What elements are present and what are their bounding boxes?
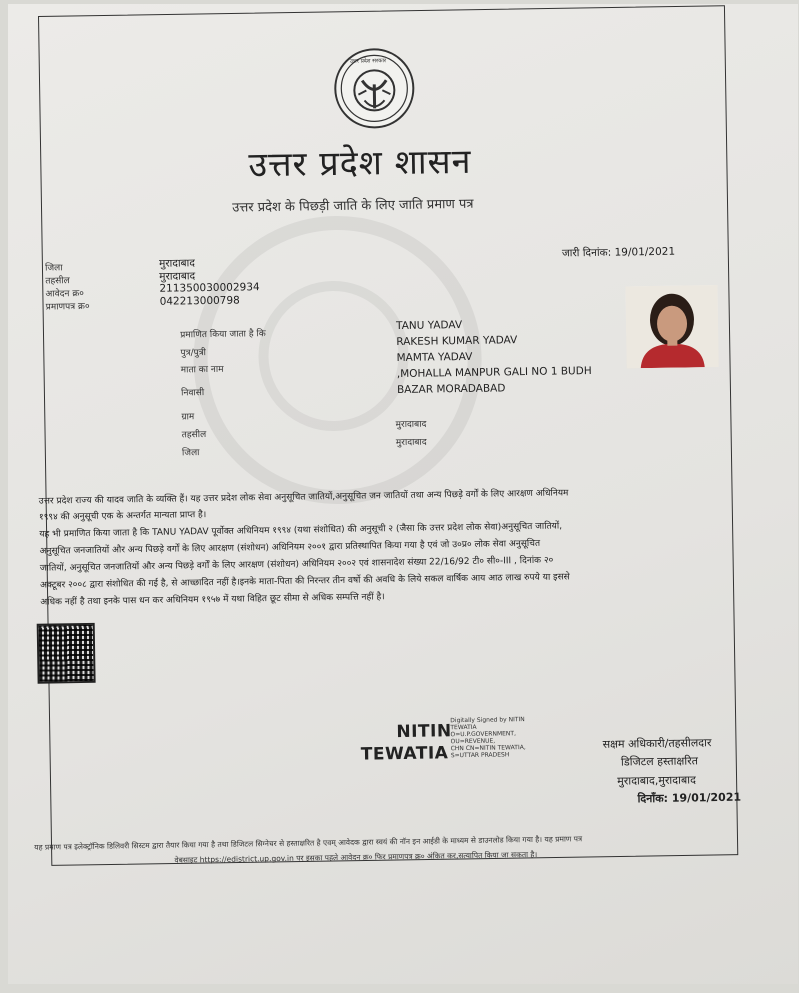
relation-label: पुत्र/पुत्री [180,348,207,359]
signature-detail-1: Digitally Signed by NITIN [450,716,525,725]
tehsil-value: मुरादाबाद [395,419,427,431]
resident-label: निवासी [181,388,205,399]
authority-date: दिनाँक: 19/01/2021 [637,790,742,806]
authority-designation: सक्षम अधिकारी/तहसीलदार [602,736,712,751]
footer-line-2: वेबसाइट https://edistrict.up.gov.in पर इसका पहले आवेदन क्र० फिर प्रमाणपत्र क्र० अंकित कर,सत्यापित किया जा सकता है। [174,849,538,865]
tehsil-label: तहसील [181,430,207,441]
authority-location: मुरादाबाद,मुरादाबाद [617,773,696,788]
emblem-text: उत्तर प्रदेश सरकार [349,58,387,65]
signature-detail-5: CHN CN=NITIN TEWATIA, [450,744,526,753]
authority-digital-signed: डिजिटल हस्ताक्षरित [620,754,699,769]
certificate-paragraph-line-5: जातियों, अनुसूचित जनजातियों और अन्य पिछड़े वर्गों के लिए आरक्षण (संशोधन) अधिनियम २००२ एवं शासनादेश संख्या 22/16/92 टी० सी०-III , दिनांक २० [39,555,554,574]
page-title: उत्तर प्रदेश शासन [248,141,472,186]
mother-label: माता का नाम [180,364,224,376]
applicant-name: TANU YADAV [395,319,463,333]
signature-detail-2: TEWATIA [450,723,477,732]
father-name: RAKESH KUMAR YADAV [396,334,518,349]
issue-date-row [562,245,675,261]
detail-label-tehsil: तहसील [45,276,70,287]
address-line-2: BAZAR MORADABAD [396,382,506,397]
detail-value-certificate-no: 042213000798 [159,294,240,308]
detail-label-district: जिला [45,263,63,274]
certificate-paragraph-line-7: अधिक नहीं है तथा इनके पास धन कर अधिनियम १९५७ में यथा विहित छूट सीमा से अधिक सम्पत्ति नहीं है। [40,592,385,608]
issue-date-value: 19/01/2021 [614,245,676,259]
detail-value-district: मुरादाबाद [158,257,196,270]
applicant-photo [625,285,718,368]
village-label: ग्राम [181,412,195,423]
detail-value-tehsil: मुरादाबाद [159,270,196,283]
certificate-subtitle: उत्तर प्रदेश के पिछड़ी जाति के लिए जाति प्रमाण पत्र [232,196,474,216]
footer-line-1: यह प्रमाण पत्र इलेक्ट्रॉनिक डिलिवरी सिस्टम द्वारा तैयार किया गया है तथा डिजिटल सिग्नेचर से हस्ताक्षरित है एवम् आवेदक द्वारा स्वयं की नॉन इन आईडी के माध्यम से डाउनलोड किया गया है। यह प्रमाण पत्र [34,834,583,852]
signature-name-line-2: TEWATIA [360,743,449,765]
signature-name-line-1: NITIN [396,721,452,743]
certify-label: प्रमाणित किया जाता है कि [180,329,266,341]
certificate-paragraph-line-1: उत्तर प्रदेश राज्य की यादव जाति के व्यक्ति हैं। यह उत्तर प्रदेश लोक सेवा अनुसूचित जातियों,अनुसूचित जन जातियों तथा अन्य पिछड़े वर्गों के लिए आरक्षण अधिनियम [38,488,569,507]
signature-detail-4: OU=REVENUE, [450,737,496,746]
mother-name: MAMTA YADAV [396,350,473,365]
signature-detail-3: O=U.P.GOVERNMENT, [450,730,517,739]
certificate-paragraph-line-4: अनुसूचित जनजातियों और अन्य पिछड़े वर्गों के लिए आरक्षण (संशोधन) अधिनियम २००१ द्वारा प्रतिस्थापित किया गया है एवं जो उ०प्र० लोक सेवा अनुसूचित [39,538,541,557]
certificate-paragraph-line-2: १९९४ की अनुसूची एक के अन्तर्गत मान्यता प्राप्त है। [38,510,207,523]
detail-label-application-no: आवेदन क्र० [45,288,85,300]
issue-date-label: जारी दिनांक: [561,246,612,260]
district-value: मुरादाबाद [395,437,427,449]
detail-label-certificate-no: प्रमाणपत्र क्र० [45,301,90,313]
address-line-1: ,MOHALLA MANPUR GALI NO 1 BUDH [396,364,592,381]
digital-signature-details [450,716,526,759]
certificate-paragraph-line-3: यह भी प्रमाणित किया जाता है कि TANU YADAV पूर्वोक्त अधिनियम १९९४ (यथा संशोधित) की अनुसूची २ (जैसा कि उत्तर प्रदेश लोक सेवा)अनुसूचित जातियों, [39,521,563,540]
signature-detail-6: S=UTTAR PRADESH [450,751,510,760]
certificate-paragraph-line-6: अक्टूबर २००८ द्वारा संशोधित की गई है, से आच्छादित नहीं है।इनके माता-पिता की निरन्तर तीन वर्षो की अवधि के लिये सकल वार्षिक आय आठ लाख रुपये या इससे [40,572,570,591]
district-label: जिला [181,448,200,459]
detail-value-application-no: 211350030002934 [159,281,260,295]
qr-code[interactable] [37,623,96,684]
